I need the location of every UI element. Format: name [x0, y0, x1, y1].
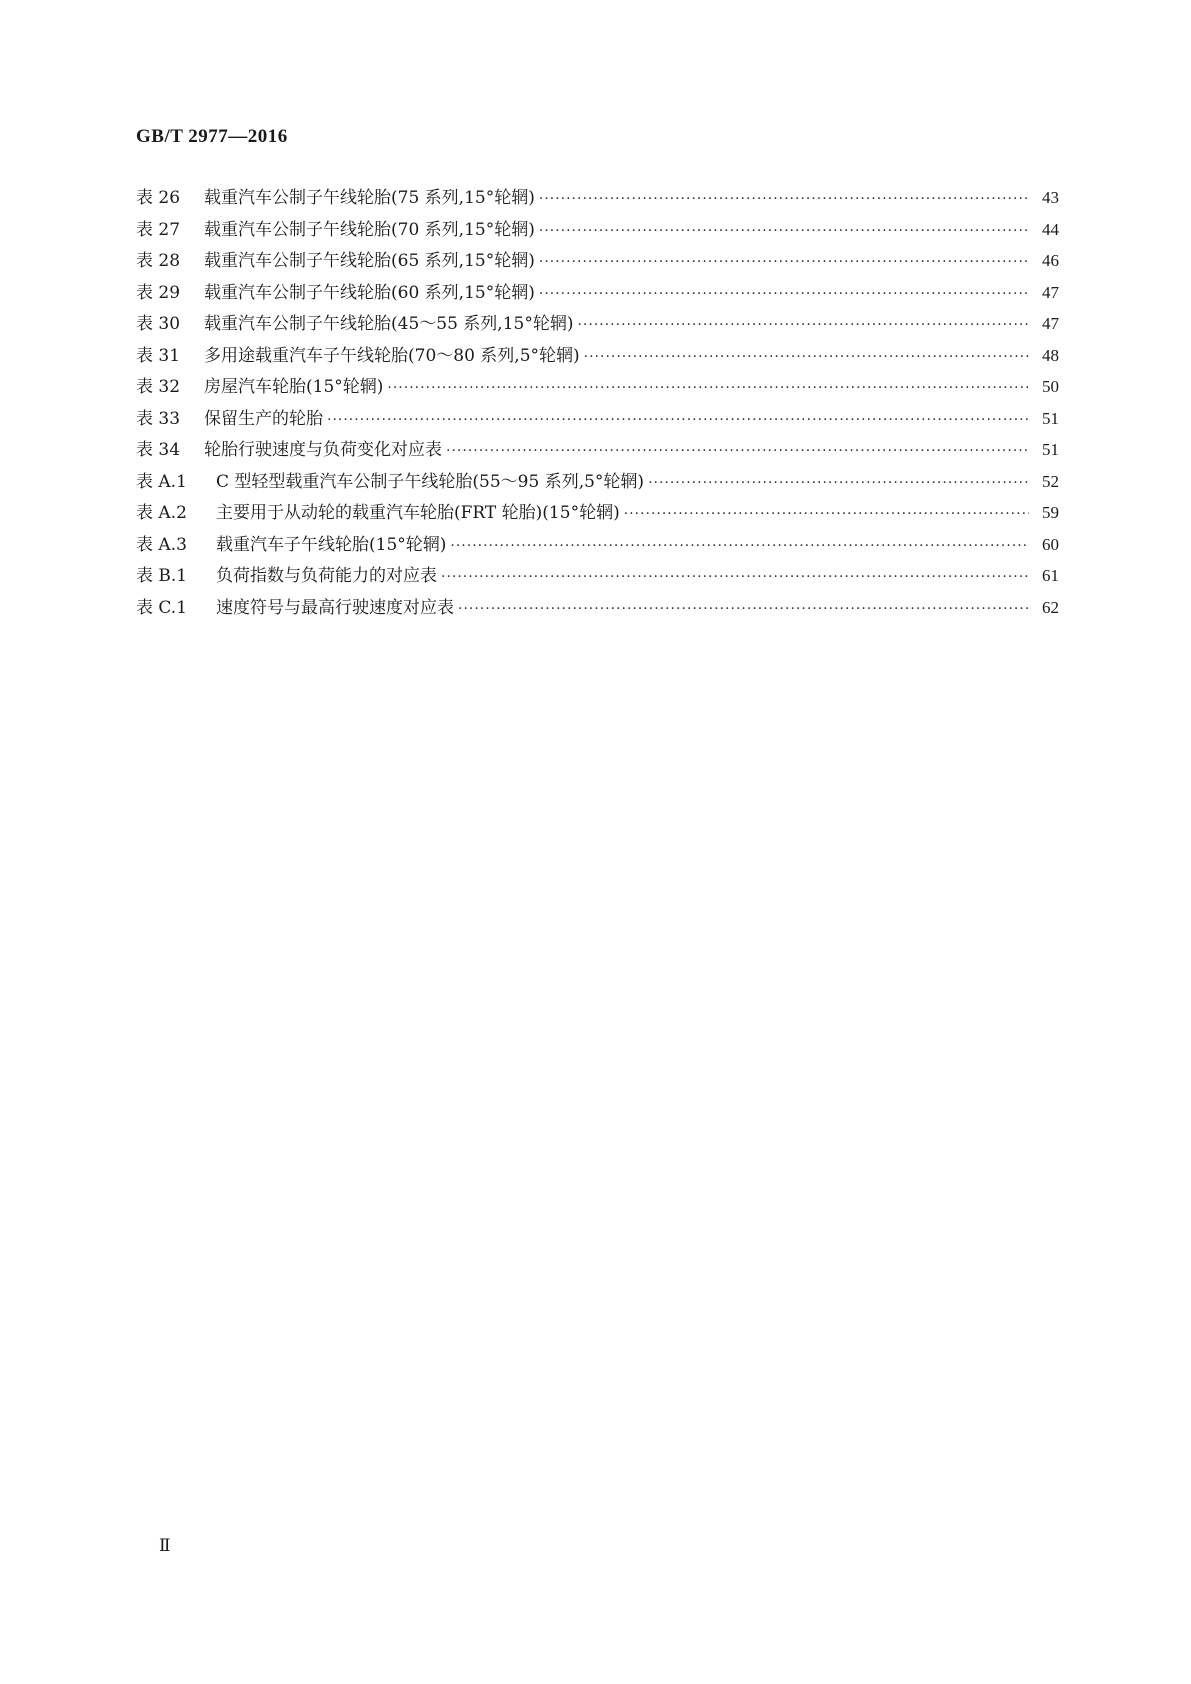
page-footer-numeral: Ⅱ — [159, 1536, 171, 1555]
page-header-standard-code: GB/T 2977—2016 — [136, 126, 288, 147]
toc-dot-leader — [450, 531, 1029, 563]
toc-entry[interactable] — [136, 434, 1059, 466]
toc-entry[interactable] — [136, 466, 1059, 498]
toc-entry-number: 表 34 — [136, 440, 181, 460]
toc-entry-page: 47 — [1042, 282, 1059, 302]
toc-entry-number: 表 A.3 — [136, 534, 187, 555]
toc-entry[interactable] — [136, 592, 1059, 624]
toc-entry-number: 表 A.1 — [136, 471, 187, 492]
toc-dot-leader — [441, 562, 1029, 594]
toc-dot-leader — [458, 594, 1029, 626]
toc-entry[interactable] — [136, 277, 1059, 309]
toc-dot-leader — [539, 216, 1029, 248]
toc-dot-leader — [446, 436, 1029, 468]
toc-dot-leader — [539, 279, 1029, 311]
toc-entry-page: 60 — [1042, 534, 1059, 554]
toc-entry-page: 51 — [1042, 408, 1059, 428]
toc-entry-page: 51 — [1042, 440, 1059, 459]
toc-entry[interactable] — [136, 308, 1059, 340]
toc-entry-title: 多用途载重汽车子午线轮胎(70～80 系列,5°轮辋) — [204, 345, 580, 366]
toc-dot-leader — [539, 247, 1029, 279]
toc-dot-leader — [539, 184, 1029, 216]
toc-entry[interactable] — [136, 529, 1059, 561]
toc-entry-title: 载重汽车公制子午线轮胎(70 系列,15°轮辋) — [204, 219, 535, 240]
toc-entry[interactable] — [136, 214, 1059, 246]
toc-entry-page: 61 — [1042, 566, 1059, 585]
toc-dot-leader — [648, 468, 1029, 500]
toc-dot-leader — [624, 499, 1029, 531]
toc-entry-number: 表 28 — [136, 251, 181, 271]
toc-entry[interactable] — [136, 245, 1059, 277]
toc-dot-leader — [577, 310, 1029, 342]
toc-entry-number: 表 B.1 — [136, 566, 188, 586]
toc-dot-leader — [327, 405, 1029, 437]
toc-entry-number: 表 27 — [136, 219, 181, 240]
table-of-contents — [136, 182, 1059, 623]
toc-entry-page: 43 — [1042, 188, 1059, 207]
toc-entry-title: 速度符号与最高行驶速度对应表 — [216, 597, 454, 618]
toc-entry-page: 59 — [1042, 503, 1059, 522]
toc-entry-page: 44 — [1042, 219, 1059, 239]
toc-entry-page: 48 — [1042, 345, 1059, 365]
toc-entry-title: C 型轻型载重汽车公制子午线轮胎(55～95 系列,5°轮辋) — [216, 471, 645, 492]
toc-entry-title: 载重汽车公制子午线轮胎(75 系列,15°轮辋) — [204, 188, 535, 208]
toc-dot-leader — [584, 342, 1029, 374]
toc-entry-page: 52 — [1042, 471, 1059, 491]
toc-dot-leader — [387, 373, 1029, 405]
toc-entry[interactable] — [136, 497, 1059, 529]
toc-entry-title: 载重汽车公制子午线轮胎(60 系列,15°轮辋) — [204, 282, 535, 303]
toc-entry[interactable] — [136, 403, 1059, 435]
toc-entry-title: 载重汽车子午线轮胎(15°轮辋) — [216, 534, 447, 555]
toc-entry-number: 表 32 — [136, 377, 181, 397]
toc-entry-number: 表 31 — [136, 345, 181, 366]
toc-entry-page: 50 — [1042, 377, 1059, 396]
toc-entry[interactable] — [136, 560, 1059, 592]
toc-entry-number: 表 33 — [136, 408, 181, 429]
toc-entry-page: 47 — [1042, 314, 1059, 333]
toc-entry-number: 表 30 — [136, 314, 181, 334]
toc-entry-number: 表 26 — [136, 188, 181, 208]
toc-entry-title: 房屋汽车轮胎(15°轮辋) — [204, 377, 384, 397]
toc-entry-number: 表 C.1 — [136, 597, 188, 618]
toc-entry[interactable] — [136, 182, 1059, 214]
toc-entry-title: 载重汽车公制子午线轮胎(45～55 系列,15°轮辋) — [204, 314, 574, 334]
toc-entry-title: 负荷指数与负荷能力的对应表 — [216, 566, 437, 586]
toc-entry-number: 表 29 — [136, 282, 181, 303]
toc-entry-page: 62 — [1042, 597, 1059, 617]
toc-entry-title: 保留生产的轮胎 — [204, 408, 323, 429]
toc-entry-page: 46 — [1042, 251, 1059, 270]
toc-entry-title: 载重汽车公制子午线轮胎(65 系列,15°轮辋) — [204, 251, 535, 271]
toc-entry-title: 轮胎行驶速度与负荷变化对应表 — [204, 440, 442, 460]
toc-entry-number: 表 A.2 — [136, 503, 187, 523]
toc-entry[interactable] — [136, 371, 1059, 403]
toc-entry[interactable] — [136, 340, 1059, 372]
toc-entry-title: 主要用于从动轮的载重汽车轮胎(FRT 轮胎)(15°轮辋) — [216, 503, 620, 523]
